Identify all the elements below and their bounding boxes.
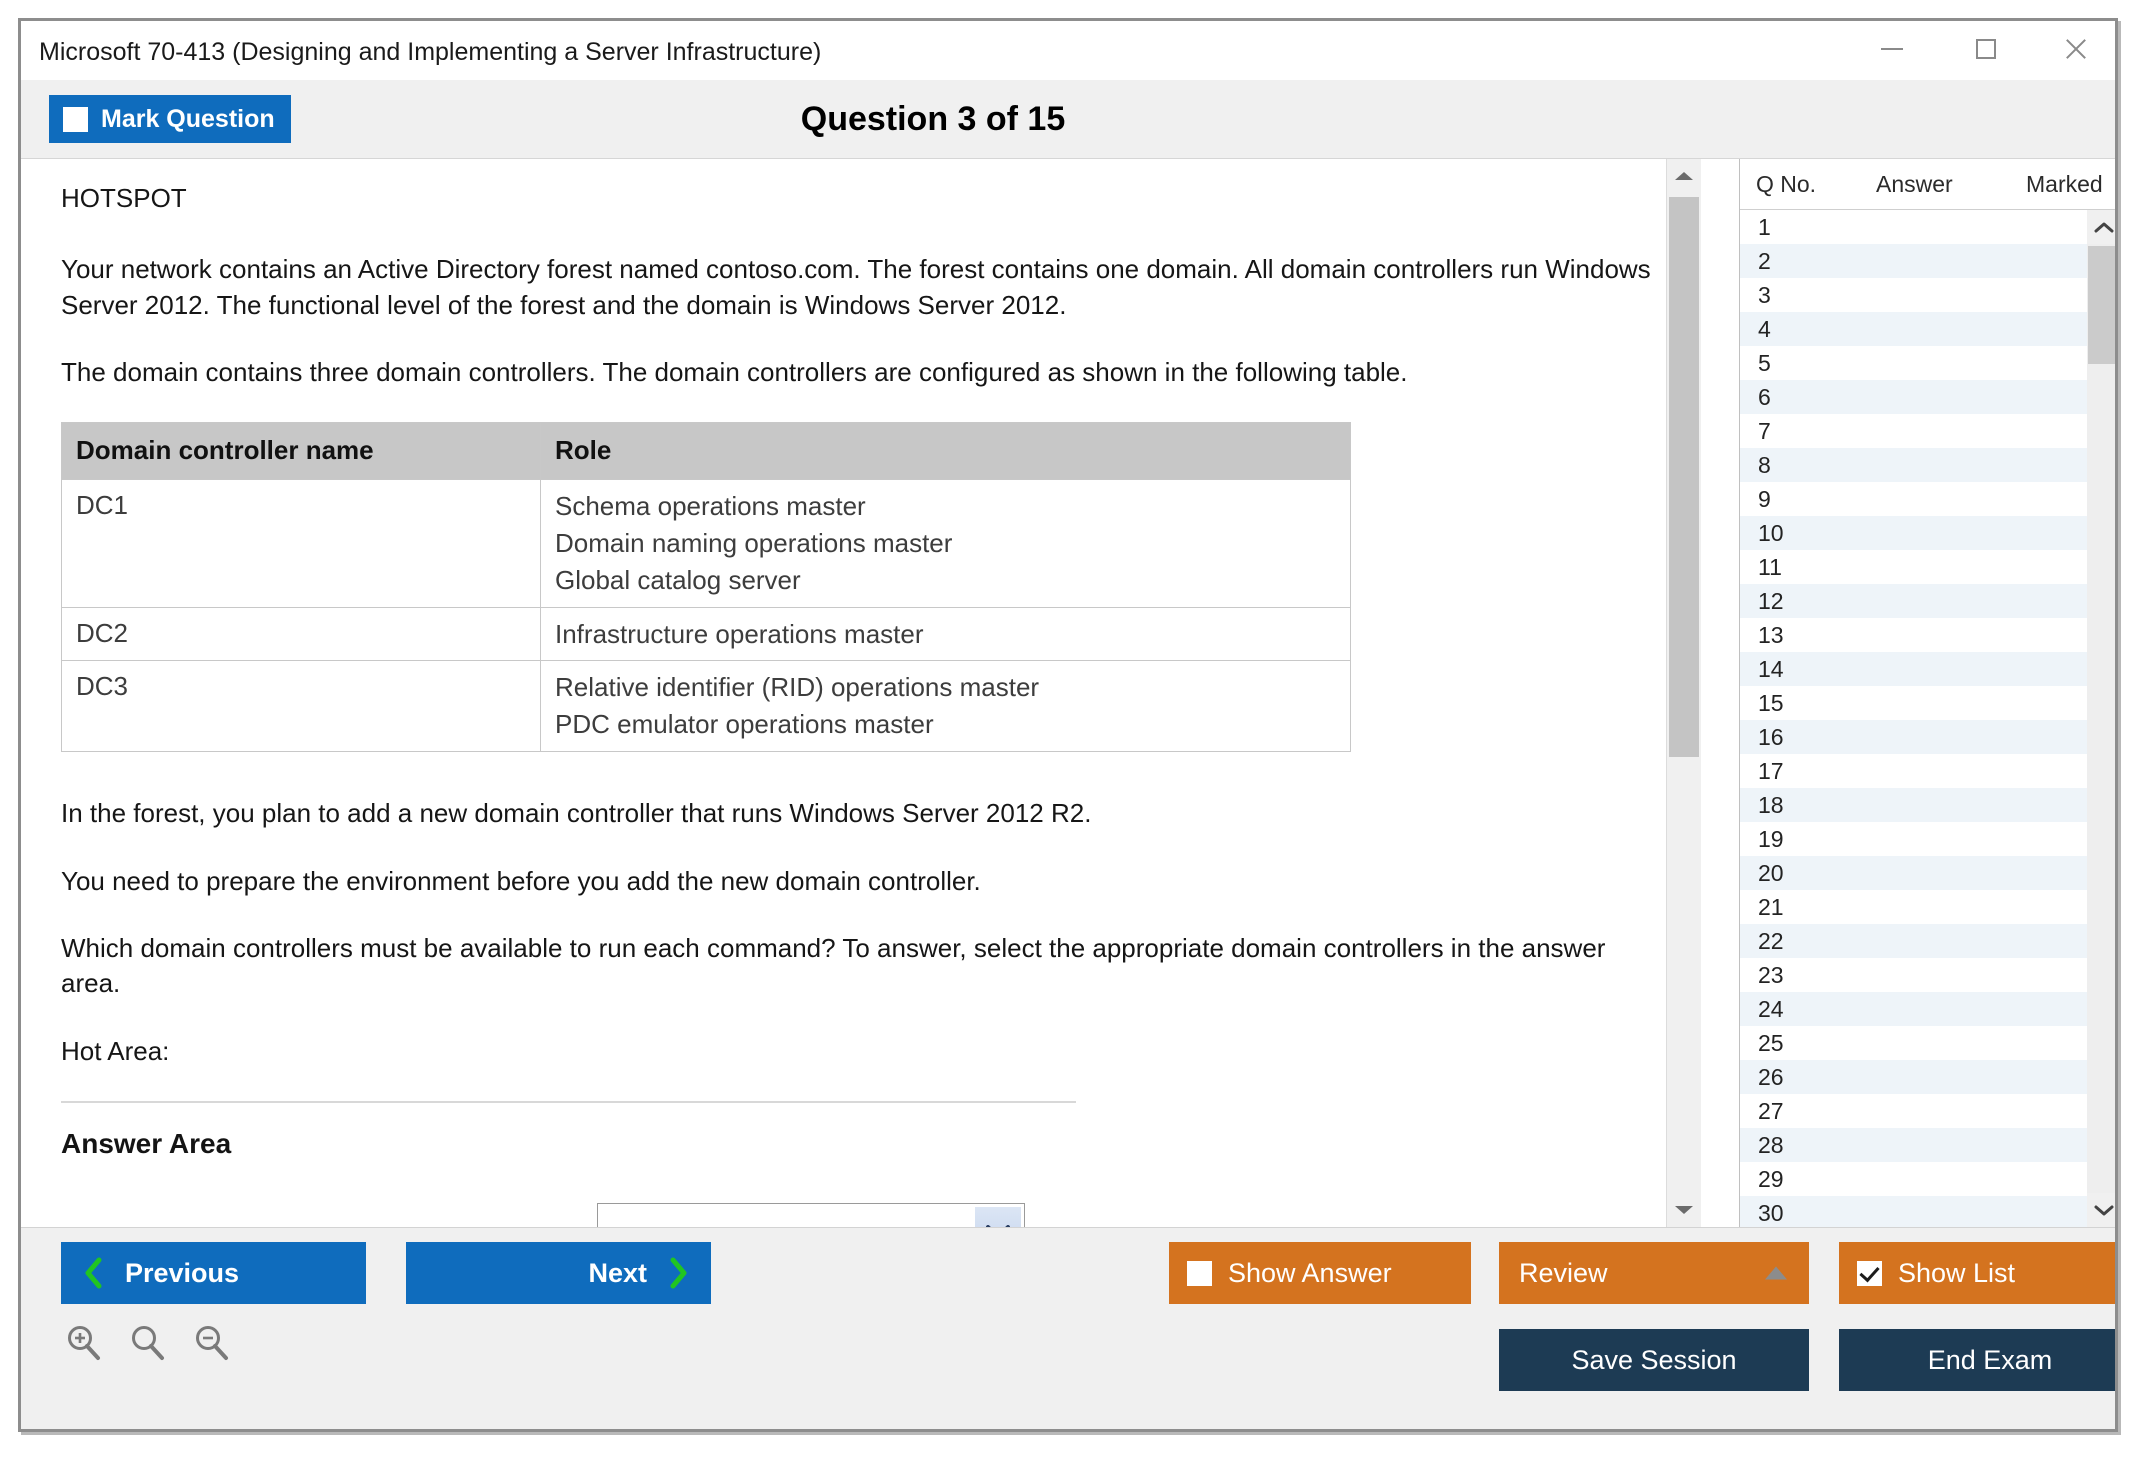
question-list-row[interactable] [1740, 992, 2087, 1026]
table-header-row [62, 423, 1351, 479]
column-header-answer: Answer [1876, 170, 1953, 197]
question-list-row[interactable] [1740, 924, 2087, 958]
body-area [21, 159, 2115, 1227]
question-pane [21, 159, 1701, 1227]
question-number: 13 [1758, 621, 1784, 648]
question-number: 9 [1758, 485, 1771, 512]
review-button[interactable] [1499, 1242, 1809, 1304]
save-session-button[interactable] [1499, 1329, 1809, 1391]
role-line: Schema operations master [555, 490, 866, 521]
chevron-left-icon [83, 1257, 103, 1289]
table-row [62, 479, 1351, 607]
question-number: 20 [1758, 859, 1784, 886]
question-number: 15 [1758, 689, 1784, 716]
cell-dc-name: DC1 [62, 479, 541, 607]
scroll-up-arrow-icon[interactable] [1667, 159, 1701, 193]
show-answer-button[interactable] [1169, 1242, 1471, 1304]
close-button[interactable] [2045, 21, 2107, 77]
answer-area-title: Answer Area [61, 1128, 232, 1160]
question-pane-scrollbar[interactable] [1666, 159, 1701, 1227]
review-label: Review [1519, 1257, 1608, 1288]
mark-question-checkbox-icon[interactable] [63, 107, 88, 132]
question-paragraph-3: In the forest, you plan to add a new domain controller that runs Windows Server 2012 R2. [61, 798, 1092, 829]
list-scrollbar-thumb[interactable] [2088, 246, 2118, 364]
zoom-reset-icon[interactable] [129, 1324, 167, 1362]
question-number: 7 [1758, 417, 1771, 444]
minimize-icon [1881, 48, 1903, 50]
question-list-row[interactable] [1740, 788, 2087, 822]
question-list-row[interactable] [1740, 584, 2087, 618]
question-list-row[interactable] [1740, 244, 2087, 278]
answer-area-divider [61, 1101, 1076, 1103]
answer-row [319, 1203, 1661, 1227]
question-number: 19 [1758, 825, 1784, 852]
save-session-label: Save Session [1571, 1344, 1737, 1375]
answer-dropdown-wrap [597, 1203, 1025, 1227]
question-number: 11 [1758, 553, 1782, 580]
previous-button-label: Previous [125, 1257, 240, 1288]
cell-dc-name: DC3 [62, 661, 541, 752]
chevron-right-icon [669, 1257, 689, 1289]
title-bar [21, 21, 2115, 80]
question-list-row[interactable] [1740, 380, 2087, 414]
question-list-row[interactable] [1740, 1060, 2087, 1094]
question-list-row[interactable] [1740, 312, 2087, 346]
end-exam-button[interactable] [1839, 1329, 2118, 1391]
header-bar [21, 80, 2115, 159]
question-number: 27 [1758, 1097, 1784, 1124]
caret-up-icon [1765, 1267, 1787, 1280]
zoom-out-icon[interactable] [193, 1324, 231, 1362]
question-list-pane [1739, 159, 2118, 1227]
column-header-q-no: Q No. [1756, 170, 1817, 197]
chevron-down-icon[interactable] [975, 1207, 1021, 1227]
question-number: 14 [1758, 655, 1784, 682]
question-number: 25 [1758, 1029, 1784, 1056]
question-list-row[interactable] [1740, 1196, 2087, 1227]
show-list-label: Show List [1898, 1257, 2016, 1288]
zoom-tools [65, 1324, 231, 1362]
question-list-row[interactable] [1740, 278, 2087, 312]
question-list-row[interactable] [1740, 822, 2087, 856]
close-icon [2063, 36, 2089, 62]
end-exam-label: End Exam [1927, 1344, 2053, 1375]
question-number: 3 [1758, 281, 1771, 308]
domain-controller-select[interactable] [597, 1203, 1025, 1227]
question-list-row[interactable] [1740, 890, 2087, 924]
question-list-row[interactable] [1740, 414, 2087, 448]
question-list-row[interactable] [1740, 1162, 2087, 1196]
question-number: 2 [1758, 247, 1771, 274]
question-list-row[interactable] [1740, 958, 2087, 992]
question-paragraph-4: You need to prepare the environment before you add the new domain controller. [61, 865, 981, 896]
question-number: 4 [1758, 315, 1771, 342]
question-list-rows [1740, 210, 2087, 1227]
question-number: 5 [1758, 349, 1771, 376]
question-paragraph-5: Which domain controllers must be available to run each command? To answer, select the appropriate domain controllers in the answer area. [61, 932, 1606, 999]
column-header-role: Role [541, 423, 1351, 479]
question-counter: Question 3 of 15 [800, 100, 1066, 138]
zoom-in-icon[interactable] [65, 1324, 103, 1362]
mark-question-label: Mark Question [101, 104, 275, 133]
question-list-row[interactable] [1740, 1094, 2087, 1128]
question-number: 28 [1758, 1131, 1784, 1158]
question-list-row[interactable] [1740, 720, 2087, 754]
domain-controller-table [61, 422, 1351, 752]
next-button-label: Next [588, 1257, 647, 1288]
question-list-header [1740, 159, 2118, 210]
question-number: 10 [1758, 519, 1784, 546]
hot-area-label: Hot Area: [61, 1035, 170, 1066]
question-list-row[interactable] [1740, 516, 2087, 550]
table-row [62, 661, 1351, 752]
question-number: 16 [1758, 723, 1784, 750]
cell-dc-name: DC2 [62, 607, 541, 661]
question-number: 21 [1758, 893, 1784, 920]
question-paragraph-2: The domain contains three domain controllers. The domain controllers are configured as shown in the following table. [61, 357, 1408, 388]
question-number: 24 [1758, 995, 1784, 1022]
footer-toolbar [21, 1227, 2115, 1432]
question-number: 22 [1758, 927, 1784, 954]
question-list-row[interactable] [1740, 1128, 2087, 1162]
question-list-row[interactable] [1740, 482, 2087, 516]
question-number: 1 [1758, 213, 1771, 240]
question-number: 30 [1758, 1199, 1784, 1226]
next-button[interactable] [406, 1242, 711, 1304]
cell-dc-roles [541, 661, 1351, 752]
question-list-row[interactable] [1740, 346, 2087, 380]
table-row [62, 607, 1351, 661]
exam-window [18, 18, 2118, 1432]
question-list-row[interactable] [1740, 1026, 2087, 1060]
question-list-row[interactable] [1740, 448, 2087, 482]
role-line: Relative identifier (RID) operations master [555, 672, 1040, 703]
question-number: 8 [1758, 451, 1771, 478]
question-type-label: HOTSPOT [61, 183, 187, 213]
column-header-domain-controller-name: Domain controller name [62, 423, 541, 479]
list-scroll-up-arrow-icon[interactable] [2087, 210, 2118, 244]
scrollbar-thumb[interactable] [1669, 197, 1699, 757]
column-header-marked: Marked [2026, 170, 2103, 197]
cell-dc-roles [541, 479, 1351, 607]
role-line: Global catalog server [555, 564, 801, 595]
question-list-row[interactable] [1740, 856, 2087, 890]
question-number: 17 [1758, 757, 1784, 784]
question-list-row[interactable] [1740, 686, 2087, 720]
question-list-row[interactable] [1740, 210, 2087, 244]
role-line: Domain naming operations master [555, 527, 953, 558]
maximize-button[interactable] [1955, 21, 2017, 77]
show-answer-checkbox-icon[interactable] [1187, 1261, 1212, 1286]
question-number: 29 [1758, 1165, 1784, 1192]
question-content [21, 159, 1701, 1227]
question-number: 18 [1758, 791, 1784, 818]
question-list-row[interactable] [1740, 652, 2087, 686]
previous-button[interactable] [61, 1242, 366, 1304]
maximize-icon [1976, 39, 1996, 59]
question-number: 23 [1758, 961, 1784, 988]
minimize-button[interactable] [1861, 21, 1923, 77]
question-list-scrollbar[interactable] [2087, 210, 2118, 1227]
question-number: 26 [1758, 1063, 1784, 1090]
role-line: Infrastructure operations master [555, 618, 924, 649]
role-line: PDC emulator operations master [555, 709, 934, 740]
show-list-checkbox-icon[interactable] [1857, 1261, 1882, 1286]
question-number: 6 [1758, 383, 1771, 410]
question-list-row[interactable] [1740, 550, 2087, 584]
cell-dc-roles [541, 607, 1351, 661]
question-paragraph-1: Your network contains an Active Directory forest named contoso.com. The forest contains one domain. All domain controllers run Windows Server 2012. The functional level of the forest and the domain is Windows Server 2012. [61, 254, 1651, 320]
question-number: 12 [1758, 587, 1784, 614]
show-list-button[interactable] [1839, 1242, 2118, 1304]
question-list-row[interactable] [1740, 754, 2087, 788]
window-title: Microsoft 70-413 (Designing and Implementing a Server Infrastructure) [39, 38, 822, 66]
show-answer-label: Show Answer [1228, 1257, 1392, 1288]
list-scroll-down-arrow-icon[interactable] [2087, 1193, 2118, 1227]
scroll-down-arrow-icon[interactable] [1667, 1193, 1701, 1227]
question-list-row[interactable] [1740, 618, 2087, 652]
